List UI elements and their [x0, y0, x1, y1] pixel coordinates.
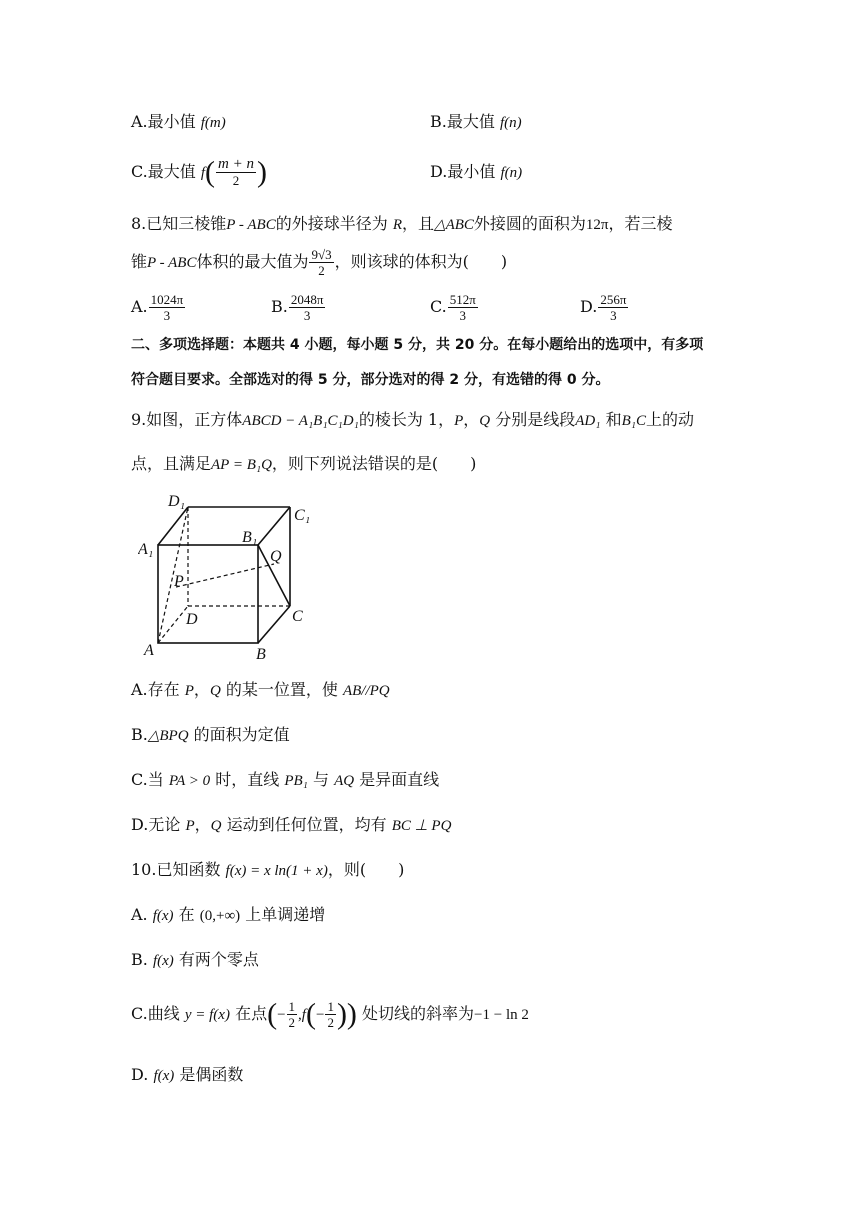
q8-max-den: 2	[318, 263, 325, 278]
q10-text: A.	[131, 905, 148, 924]
q8-max-fraction	[309, 247, 333, 278]
q10-frac-den: 2	[327, 1015, 334, 1030]
q7-c-num: m + n	[218, 156, 254, 172]
q9-text: 9.如图，正方体	[131, 410, 243, 429]
q10-text: 10.已知函数	[131, 860, 221, 879]
q9-text: 与	[312, 770, 329, 789]
q7-a-label: A.最小值	[131, 112, 196, 131]
section2-header-line1: 二、多项选择题：本题共 4 小题，每小题 5 分，共 20 分。在每小题给出的选项中，有多项	[131, 337, 704, 353]
q8-math: P - ABC	[147, 255, 197, 271]
q10-text: 处切线的斜率为	[362, 1004, 475, 1023]
q10-text: 在	[178, 905, 195, 924]
q8-text: ，则该球的体积为( )	[334, 252, 508, 271]
q8-stem-line2	[131, 245, 507, 280]
q8-text: 体积的最大值为	[196, 252, 309, 271]
q7-d-expr: f(n)	[500, 165, 523, 181]
q7-option-a	[131, 110, 226, 135]
q8-opt-c-fraction	[448, 292, 478, 323]
q8-max-num: 9√3	[311, 247, 332, 262]
q10-math: (0,+∞)	[199, 908, 241, 924]
label-d1: D₁	[168, 493, 186, 510]
q10-text: 有两个零点	[178, 950, 259, 969]
q9-math: Q	[210, 818, 222, 834]
q7-c-f: f	[200, 165, 206, 181]
q10-text: C.曲线	[131, 1004, 180, 1023]
q8-option-d	[580, 290, 629, 324]
label-b1: B₁	[242, 529, 258, 546]
q10-stem	[131, 858, 404, 883]
label-a: A	[144, 642, 154, 659]
q9-math: Q	[479, 413, 491, 429]
q9-text: ，则下列说法错误的是( )	[271, 454, 477, 473]
q8-text: 外接圆的面积为	[473, 214, 586, 233]
q8-opt-a-num: 1024π	[150, 292, 184, 307]
q7-c-label: C.最大值	[131, 162, 196, 181]
q8-opt-d-num: 256π	[600, 292, 627, 307]
q8-opt-d-fraction	[598, 292, 628, 323]
q9-text: A.存在	[131, 680, 180, 699]
q9-text: B.	[131, 725, 148, 744]
q10-math: ,f	[298, 1007, 306, 1023]
q7-a-expr: f(m)	[200, 115, 226, 131]
q9-math: △BPQ	[147, 728, 189, 744]
q7-d-label: D.最小值	[430, 162, 496, 181]
q10-frac-num: 1	[288, 999, 296, 1014]
q10-math: −	[277, 1007, 286, 1023]
q7-b-label: B.最大值	[430, 112, 495, 131]
q9-math: PB₁	[284, 773, 308, 789]
q9-text: ，	[193, 680, 210, 699]
q9-text: 上的动	[645, 410, 694, 429]
q9-text: 是异面直线	[359, 770, 440, 789]
q8-math: R	[392, 217, 403, 233]
q9-stem-line2	[131, 452, 476, 477]
label-c: C	[292, 608, 303, 625]
label-d: D	[186, 611, 198, 628]
q10-math: f(x)	[152, 953, 174, 969]
q10-math: f(x) = x ln(1 + x)	[225, 863, 328, 879]
label-b: B	[256, 646, 266, 663]
q9-math: PA > 0	[168, 773, 211, 789]
section2-header-line2: 符合题目要求。全部选对的得 5 分，部分选对的得 2 分，有选错的得 0 分。	[131, 372, 610, 388]
q8-text: 锥	[131, 252, 148, 271]
q10-option-a	[131, 903, 325, 928]
q8-opt-c-num: 512π	[449, 292, 476, 307]
q8-option-b	[271, 290, 326, 324]
q9-option-a	[131, 678, 390, 703]
q9-text: C.当	[131, 770, 164, 789]
q9-stem-line1	[131, 408, 694, 433]
q10-text: 是偶函数	[179, 1065, 244, 1084]
q8-opt-label: B.	[271, 297, 288, 316]
q9-text: D.无论	[131, 815, 181, 834]
q10-point-x-fraction	[287, 999, 298, 1030]
q9-text: 的棱长为 1，	[358, 410, 455, 429]
q8-math: △ABC	[434, 217, 474, 233]
label-c1: C₁	[294, 507, 311, 524]
q8-text: 的外接球半径为	[275, 214, 388, 233]
label-q: Q	[270, 548, 282, 565]
q8-opt-label: C.	[430, 297, 447, 316]
q9-math: P	[454, 413, 464, 429]
q9-math: B₁C	[621, 413, 646, 429]
label-p: P	[174, 573, 184, 590]
q8-opt-a-den: 3	[163, 308, 171, 323]
q10-frac-den: 2	[288, 1015, 296, 1030]
q8-math: P - ABC	[226, 217, 276, 233]
q9-text: 时，直线	[215, 770, 280, 789]
cube-figure	[138, 492, 323, 667]
q10-text: 上单调递增	[245, 905, 326, 924]
q7-b-expr: f(n)	[499, 115, 522, 131]
q7-option-c: C.最大值 f( $\frac{m + n}{2}$ )	[131, 155, 267, 189]
q10-option-c: C.曲线 y = f(x) 在点(− $\frac{1}{2}$ ,f(− $\frac{1}{2}$ )) 处切线的斜率为−1 − ln 2	[131, 997, 529, 1031]
q9-text: 点，且满足	[131, 454, 212, 473]
q9-text: ，	[463, 410, 480, 429]
q10-math: f(x)	[153, 1068, 175, 1084]
q8-text: ，若三棱	[608, 214, 673, 233]
q10-text: ，则( )	[327, 860, 405, 879]
q9-math: AD₁	[575, 413, 601, 429]
q8-opt-label: A.	[131, 297, 148, 316]
q9-option-c	[131, 768, 439, 793]
q9-text: 的面积为定值	[193, 725, 290, 744]
q10-math: y = f(x)	[184, 1007, 230, 1023]
q10-math: f(x)	[152, 908, 174, 924]
q7-c-den: 2	[232, 173, 240, 188]
q10-math: −	[315, 1007, 325, 1023]
q9-option-d	[131, 813, 451, 838]
q10-text: B.	[131, 950, 148, 969]
q7-option-d	[430, 160, 522, 185]
q9-text: ，	[194, 815, 211, 834]
q9-text: 和	[605, 410, 622, 429]
q10-text: 在点	[235, 1004, 268, 1023]
q9-math: P	[184, 683, 194, 699]
q9-option-b	[131, 723, 290, 748]
q8-opt-label: D.	[580, 297, 598, 316]
q9-text: 分别是线段	[495, 410, 576, 429]
q9-math: AQ	[334, 773, 355, 789]
q8-opt-d-den: 3	[610, 308, 617, 323]
q9-math: AB//PQ	[342, 683, 390, 699]
q9-text: 的某一位置，使	[225, 680, 338, 699]
q8-opt-b-den: 3	[303, 308, 311, 323]
q8-math: 12π	[585, 217, 609, 233]
q9-math: ABCD − A₁B₁C₁D₁	[242, 413, 359, 429]
q9-math: P	[185, 818, 195, 834]
q7-c-fraction	[216, 157, 256, 188]
q8-opt-a-fraction	[149, 292, 186, 323]
label-a1: A₁	[138, 541, 154, 558]
q10-math: −1 − ln 2	[474, 1007, 529, 1023]
q8-opt-b-fraction	[289, 292, 326, 323]
q7-option-b	[430, 110, 522, 135]
q9-math: AP = B₁Q	[211, 457, 272, 473]
q8-opt-c-den: 3	[459, 308, 467, 323]
q10-text: D.	[131, 1065, 149, 1084]
q8-stem-line1	[131, 212, 673, 237]
q8-option-a	[131, 290, 186, 324]
q10-point-fx-fraction	[325, 999, 336, 1030]
q8-opt-b-num: 2048π	[290, 292, 324, 307]
q9-math: Q	[209, 683, 221, 699]
q9-text: 运动到任何位置，均有	[226, 815, 387, 834]
q10-option-b	[131, 948, 259, 973]
q10-frac-num: 1	[327, 999, 334, 1014]
q8-option-c	[430, 290, 479, 324]
q8-text: 8.已知三棱锥	[131, 214, 227, 233]
q10-option-d	[131, 1063, 243, 1088]
q9-math: BC ⊥ PQ	[391, 818, 452, 834]
q8-text: ，且	[402, 214, 435, 233]
